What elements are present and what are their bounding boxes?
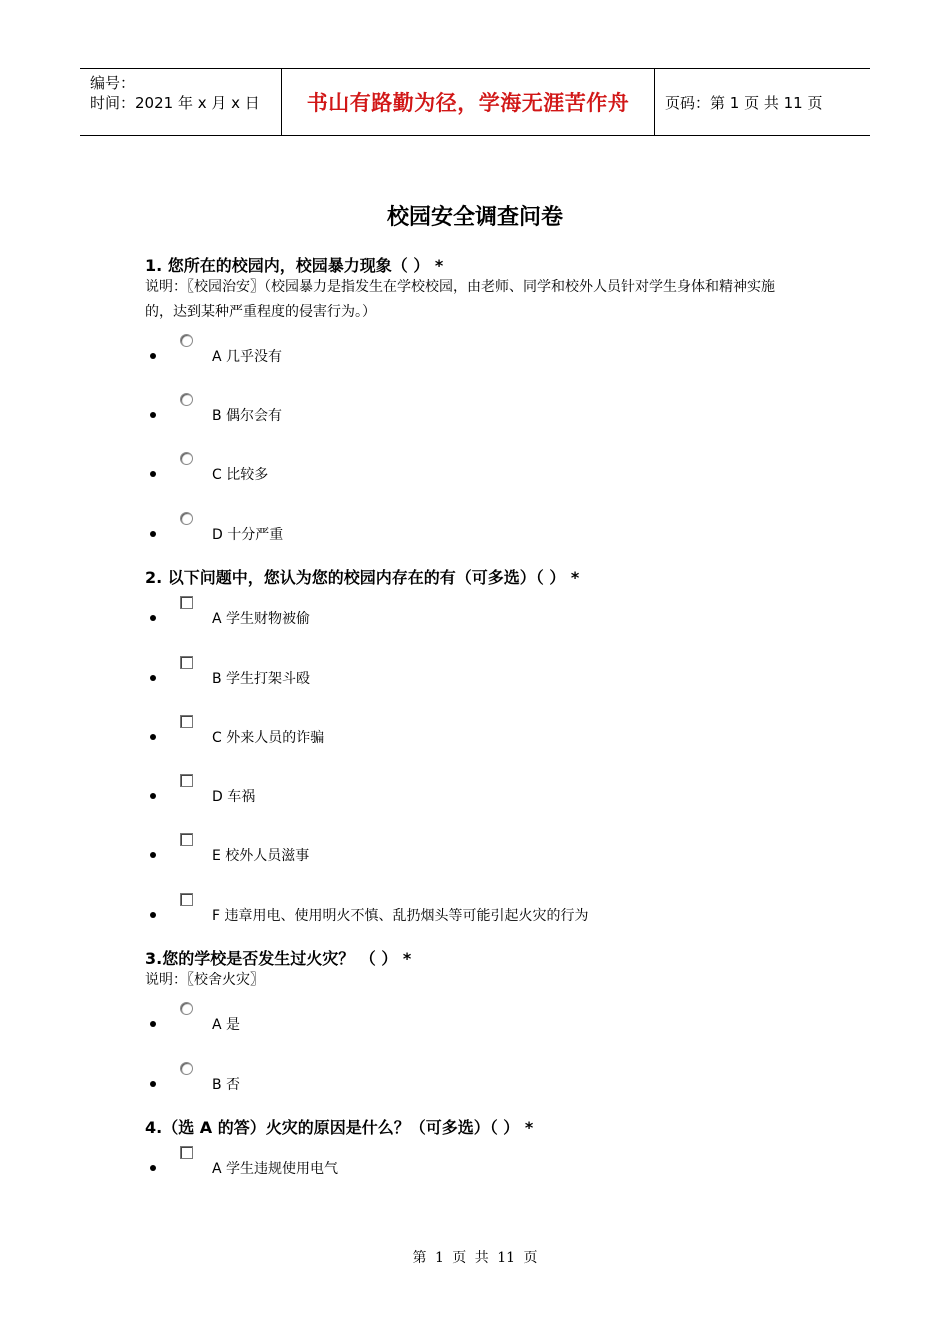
- bullet-icon: [150, 615, 156, 621]
- question-3: 3.您的学校是否发生过火灾？ （ ） *: [145, 949, 412, 968]
- radio-button[interactable]: [180, 452, 193, 465]
- checkbox[interactable]: [180, 774, 193, 787]
- header-page-info: 页码：第 1 页 共 11 页: [665, 93, 823, 112]
- checkbox[interactable]: [180, 833, 193, 846]
- question-2: 2. 以下问题中，您认为您的校园内存在的有（可多选）（ ） *: [145, 568, 580, 587]
- radio-button[interactable]: [180, 334, 193, 347]
- option-q2-a[interactable]: [148, 606, 848, 630]
- bullet-icon: [150, 852, 156, 858]
- header-meta: [80, 69, 281, 135]
- option-label: B 否: [212, 1077, 241, 1093]
- question-3-note-line1: 说明：〖校舍火灾〗: [145, 972, 264, 988]
- checkbox[interactable]: [180, 596, 193, 609]
- option-q1-a[interactable]: [148, 344, 848, 368]
- number-label: 编号：: [90, 74, 136, 92]
- option-label: C 比较多: [212, 467, 269, 483]
- bullet-icon: [150, 793, 156, 799]
- page-header: [80, 68, 870, 136]
- question-3-note: [145, 968, 815, 993]
- question-4: 4.（选 A 的答）火灾的原因是什么？（可多选）（ ） *: [145, 1118, 534, 1137]
- bullet-icon: [150, 675, 156, 681]
- option-q2-c[interactable]: [148, 725, 848, 749]
- option-label: B 学生打架斗殴: [212, 671, 311, 687]
- option-label: D 十分严重: [212, 527, 284, 543]
- option-q2-e[interactable]: [148, 843, 848, 867]
- bullet-icon: [150, 1165, 156, 1171]
- option-q1-b[interactable]: [148, 403, 848, 427]
- checkbox[interactable]: [180, 656, 193, 669]
- checkbox[interactable]: [180, 715, 193, 728]
- option-label: A 几乎没有: [212, 349, 283, 365]
- bullet-icon: [150, 1081, 156, 1087]
- option-q4-a[interactable]: [148, 1156, 848, 1180]
- bullet-icon: [150, 353, 156, 359]
- bullet-icon: [150, 412, 156, 418]
- question-1: 1. 您所在的校园内，校园暴力现象（ ） *: [145, 256, 444, 275]
- bullet-icon: [150, 912, 156, 918]
- radio-button[interactable]: [180, 1062, 193, 1075]
- radio-button[interactable]: [180, 393, 193, 406]
- bullet-icon: [150, 471, 156, 477]
- option-label: F 违章用电、使用明火不慎、乱扔烟头等可能引起火灾的行为: [212, 908, 589, 924]
- bullet-icon: [150, 1021, 156, 1027]
- option-label: A 是: [212, 1017, 241, 1033]
- question-1-note-line1: 说明：〖校园治安〗（校园暴力是指发生在学校校园，由老师、同学和校外人员针对学生身体和精神实施: [145, 279, 775, 295]
- time-label: 时间：2021 年 x 月 x 日: [90, 94, 260, 112]
- radio-button[interactable]: [180, 512, 193, 525]
- bullet-icon: [150, 531, 156, 537]
- option-q3-b[interactable]: [148, 1072, 848, 1096]
- checkbox[interactable]: [180, 893, 193, 906]
- option-q2-f[interactable]: [148, 903, 848, 927]
- option-q2-d[interactable]: [148, 784, 848, 808]
- option-label: C 外来人员的诈骗: [212, 730, 325, 746]
- option-label: D 车祸: [212, 789, 256, 805]
- option-q2-b[interactable]: [148, 666, 848, 690]
- header-motto: 书山有路勤为径，学海无涯苦作舟: [281, 69, 655, 135]
- checkbox[interactable]: [180, 1146, 193, 1159]
- page-footer: 第 1 页 共 11 页: [412, 1250, 538, 1266]
- question-1-note: [145, 275, 815, 325]
- question-1-note-line2: 的，达到某种严重程度的侵害行为。）: [145, 304, 376, 320]
- option-label: E 校外人员滋事: [212, 848, 310, 864]
- option-label: A 学生违规使用电气: [212, 1161, 339, 1177]
- option-label: B 偶尔会有: [212, 408, 283, 424]
- option-label: A 学生财物被偷: [212, 611, 311, 627]
- page-title: 校园安全调查问卷: [386, 205, 563, 230]
- option-q3-a[interactable]: [148, 1012, 848, 1036]
- option-q1-c[interactable]: [148, 462, 848, 486]
- option-q1-d[interactable]: [148, 522, 848, 546]
- bullet-icon: [150, 734, 156, 740]
- radio-button[interactable]: [180, 1002, 193, 1015]
